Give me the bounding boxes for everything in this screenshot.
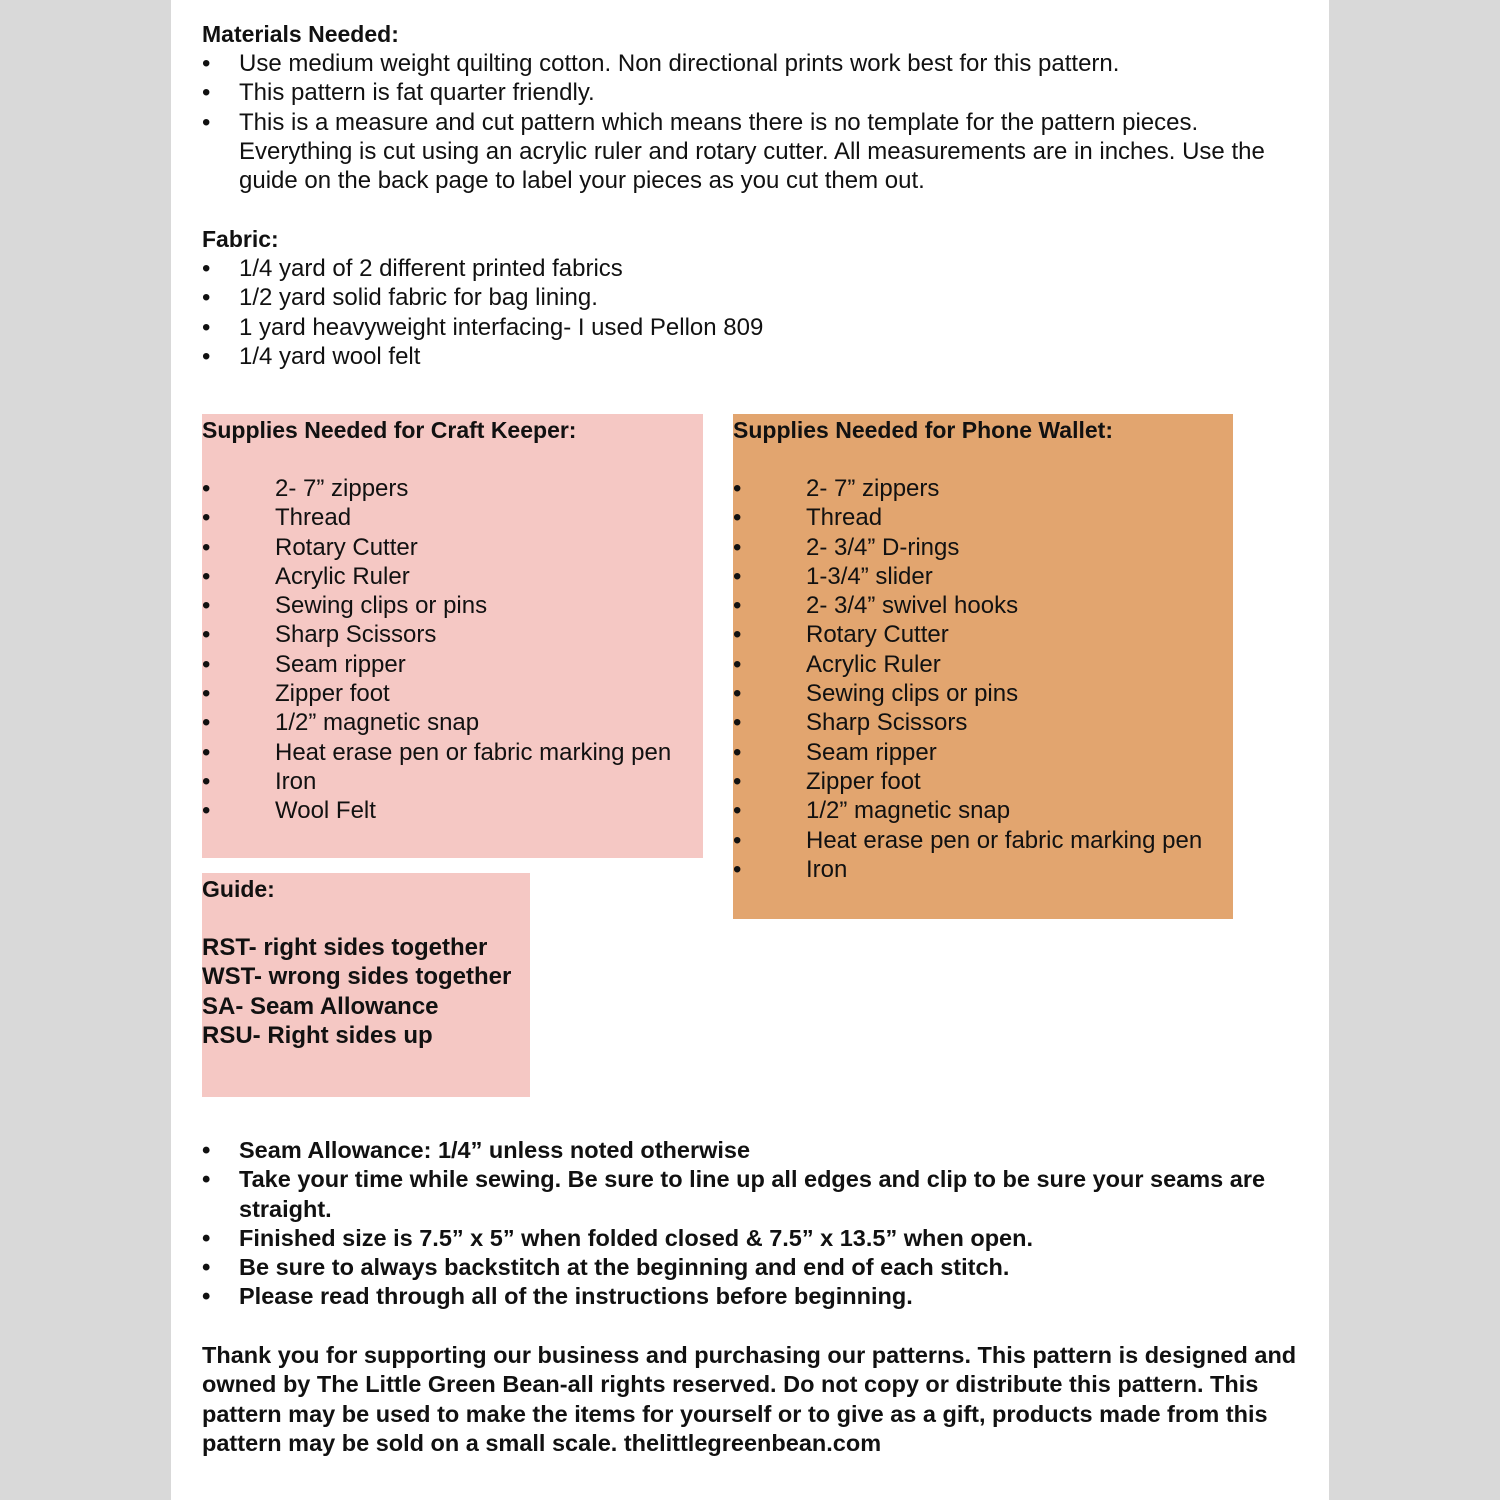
list-item: • Sharp Scissors bbox=[202, 620, 703, 649]
list-item: • Rotary Cutter bbox=[733, 620, 1233, 649]
list-item: • Acrylic Ruler bbox=[202, 562, 703, 591]
list-item: • 1/4 yard of 2 different printed fabrics bbox=[202, 254, 1292, 283]
list-item: • Take your time while sewing. Be sure to line up all edges and clip to be sure your seams are straight. bbox=[202, 1165, 1292, 1224]
list-item: • Thread bbox=[202, 503, 703, 532]
list-item: • Wool Felt bbox=[202, 796, 703, 825]
notes-section bbox=[202, 1136, 1292, 1312]
list-item: • Seam Allowance: 1/4” unless noted otherwise bbox=[202, 1136, 1292, 1165]
closing-section bbox=[202, 1341, 1297, 1458]
list-item: • Sewing clips or pins bbox=[733, 679, 1233, 708]
list-item: • 1-3/4” slider bbox=[733, 562, 1233, 591]
list-item: • 2- 3/4” swivel hooks bbox=[733, 591, 1233, 620]
list-item: • 2- 7” zippers bbox=[733, 474, 1233, 503]
list-item: • Rotary Cutter bbox=[202, 533, 703, 562]
fabric-list bbox=[202, 254, 1292, 371]
list-item: • Iron bbox=[202, 767, 703, 796]
list-item: • Use medium weight quilting cotton. Non directional prints work best for this pattern. bbox=[202, 49, 1292, 78]
materials-list bbox=[202, 49, 1292, 195]
list-item: • Seam ripper bbox=[202, 650, 703, 679]
guide-item: WST- wrong sides together bbox=[202, 963, 512, 991]
phone-wallet-heading: Supplies Needed for Phone Wallet: bbox=[733, 417, 1113, 443]
list-item: • Sharp Scissors bbox=[733, 708, 1233, 737]
phone-wallet-list bbox=[733, 474, 1233, 884]
craft-keeper-box bbox=[202, 414, 703, 858]
list-item: • Sewing clips or pins bbox=[202, 591, 703, 620]
guide-item: RST- right sides together bbox=[202, 934, 488, 961]
list-item: • Zipper foot bbox=[202, 679, 703, 708]
guide-item: SA- Seam Allowance bbox=[202, 992, 439, 1020]
list-item: • This pattern is fat quarter friendly. bbox=[202, 78, 1292, 107]
notes-list bbox=[202, 1136, 1292, 1312]
list-item: • 1/2” magnetic snap bbox=[202, 708, 703, 737]
list-item: • 1/4 yard wool felt bbox=[202, 342, 1292, 371]
document-page bbox=[171, 0, 1329, 1500]
craft-keeper-heading: Supplies Needed for Craft Keeper: bbox=[202, 417, 577, 443]
list-item: • Please read through all of the instructions before beginning. bbox=[202, 1282, 1292, 1311]
list-item: • 2- 7” zippers bbox=[202, 474, 703, 503]
guide-item: RSU- Right sides up bbox=[202, 1021, 433, 1049]
list-item: • Acrylic Ruler bbox=[733, 650, 1233, 679]
phone-wallet-box bbox=[733, 414, 1233, 919]
list-item: • Heat erase pen or fabric marking pen bbox=[202, 738, 703, 767]
fabric-heading: Fabric: bbox=[202, 226, 279, 252]
list-item: • 1/2” magnetic snap bbox=[733, 796, 1233, 825]
guide-box bbox=[202, 873, 530, 1097]
materials-section bbox=[202, 20, 1292, 195]
fabric-section bbox=[202, 225, 1292, 371]
list-item: • 1/2 yard solid fabric for bag lining. bbox=[202, 283, 1292, 312]
list-item: • Iron bbox=[733, 855, 1233, 884]
list-item: • Zipper foot bbox=[733, 767, 1233, 796]
guide-list bbox=[202, 933, 530, 1050]
list-item: • Seam ripper bbox=[733, 738, 1233, 767]
materials-heading: Materials Needed: bbox=[202, 21, 399, 47]
list-item: • Be sure to always backstitch at the beginning and end of each stitch. bbox=[202, 1253, 1292, 1282]
craft-keeper-list bbox=[202, 474, 703, 826]
list-item: • Heat erase pen or fabric marking pen bbox=[733, 826, 1233, 855]
guide-heading: Guide: bbox=[202, 876, 275, 902]
list-item: • Thread bbox=[733, 503, 1233, 532]
list-item: • 2- 3/4” D-rings bbox=[733, 533, 1233, 562]
list-item: • This is a measure and cut pattern which means there is no template for the pattern pieces. Everything is cut using an acrylic ruler and rotary cutter. All measurements are in inches. Use the guide on the back page to label your pieces as you cut them out. bbox=[202, 108, 1292, 196]
list-item: • 1 yard heavyweight interfacing- I used Pellon 809 bbox=[202, 313, 1292, 342]
list-item: • Finished size is 7.5” x 5” when folded closed & 7.5” x 13.5” when open. bbox=[202, 1224, 1292, 1253]
closing-paragraph: Thank you for supporting our business and purchasing our patterns. This pattern is designed and owned by The Little Green Bean-all rights reserved. Do not copy or distribute this pattern. This pattern may be used to make the items for yourself or to give as a gift, products made from this pattern may be sold on a small scale. thelittlegreenbean.com bbox=[202, 1342, 1297, 1456]
